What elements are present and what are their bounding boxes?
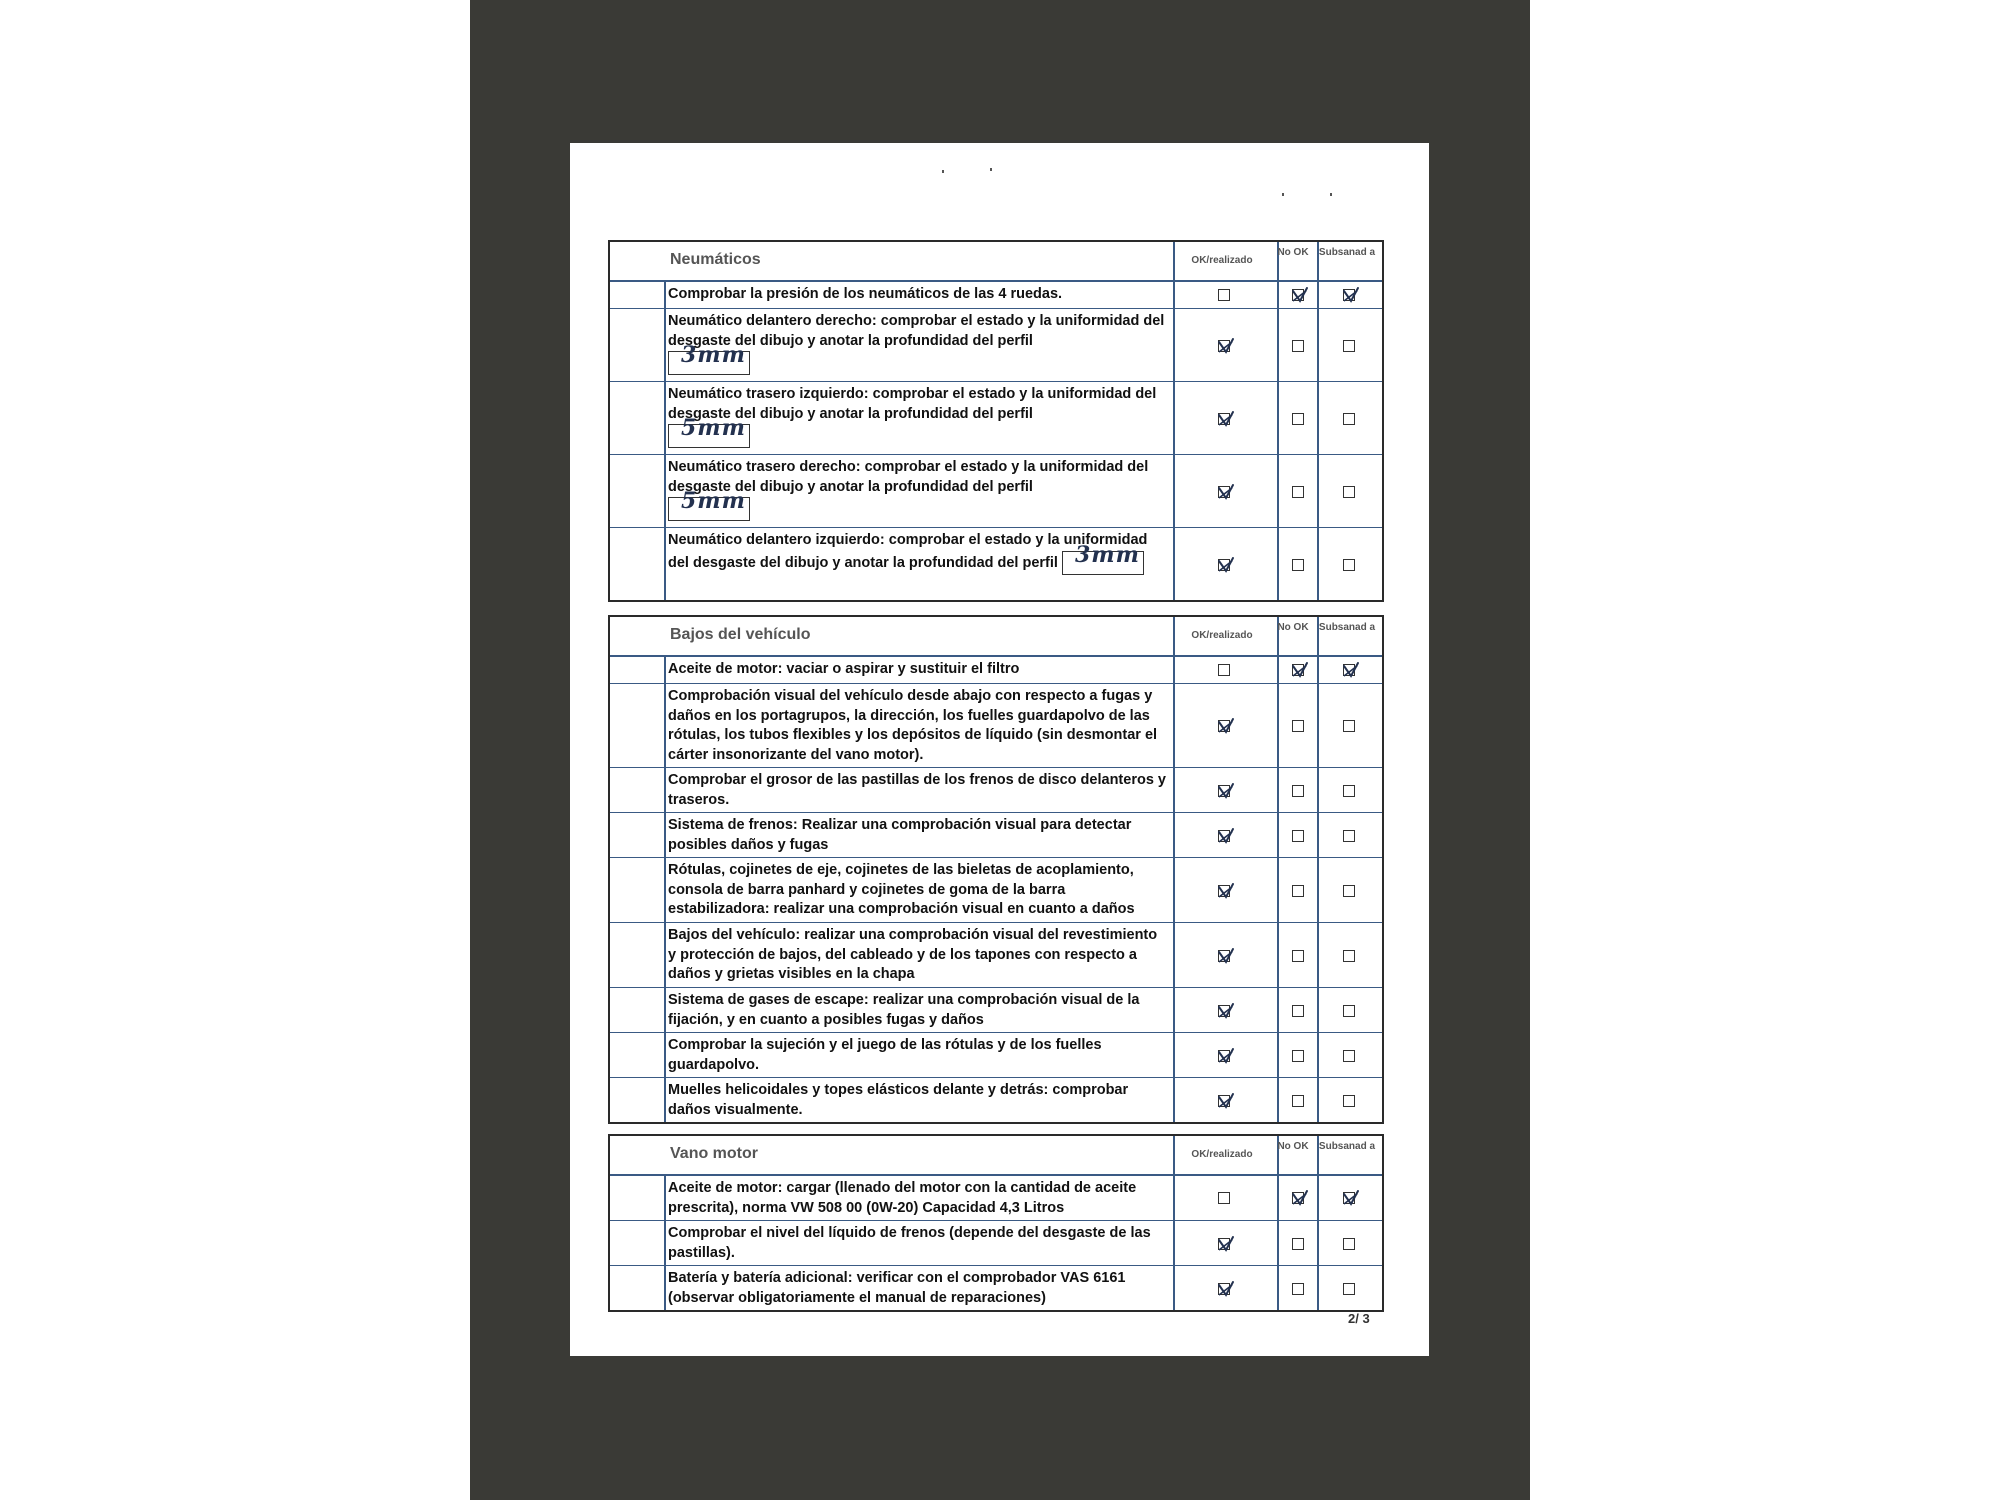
checkbox-subsanada[interactable]	[1343, 1238, 1355, 1250]
checkbox-no-ok[interactable]	[1292, 559, 1304, 571]
check-mark-icon	[1216, 781, 1236, 801]
check-mark-icon	[1216, 1046, 1236, 1066]
row-text: Comprobación visual del vehículo desde abajo con respecto a fugas y daños en los portagrupos, la dirección, los fuelles guardapolvo de las rótulas, los tubos flexibles y los depósitos de líquido (sin desmontar el cárter insonorizante del vano motor).	[668, 688, 1158, 763]
check-mark-icon	[1216, 946, 1236, 966]
check-mark-icon	[1216, 1001, 1236, 1021]
checkbox-ok[interactable]	[1218, 950, 1230, 962]
row-text: Neumático delantero derecho: comprobar el estado y la uniformidad del desgaste del dibujo y anotar la profundidad del perfil 3mm	[668, 312, 1168, 375]
checklist-row	[610, 282, 1382, 308]
checkbox-no-ok[interactable]	[1292, 664, 1304, 676]
checkbox-subsanada[interactable]	[1343, 785, 1355, 797]
check-mark-icon	[1216, 716, 1236, 736]
row-text: Muelles helicoidales y topes elásticos delante y detrás: comprobar daños visualmente.	[668, 1082, 1129, 1118]
section-header	[610, 1136, 1382, 1176]
checkbox-subsanada[interactable]	[1343, 1005, 1355, 1017]
section-title: Bajos del vehículo	[670, 626, 811, 643]
checkbox-ok[interactable]	[1218, 885, 1230, 897]
checkbox-subsanada[interactable]	[1343, 559, 1355, 571]
checkbox-no-ok[interactable]	[1292, 1005, 1304, 1017]
row-text: Bajos del vehículo: realizar una comprobación visual del revestimiento y protección de bajos, del cableado y de los tapones con respecto a daños y grietas visibles en la chapa	[668, 927, 1158, 982]
handwritten-value: 5mm	[681, 415, 746, 441]
section-bajos-vehiculo	[608, 615, 1384, 1124]
column-label-subsanada: Subsanad a	[1318, 247, 1376, 258]
checklist-row	[610, 1176, 1382, 1220]
checklist-row	[610, 767, 1382, 812]
check-mark-icon	[1290, 285, 1310, 305]
checklist-row	[610, 1265, 1382, 1310]
check-mark-icon	[1216, 826, 1236, 846]
row-text: Batería y batería adicional: verificar con el comprobador VAS 6161 (observar obligatoriamente el manual de reparaciones)	[668, 1270, 1126, 1306]
checkbox-no-ok[interactable]	[1292, 1238, 1304, 1250]
tread-depth-box	[668, 488, 750, 521]
checklist-row	[610, 987, 1382, 1032]
checklist-row	[610, 308, 1382, 381]
column-label-no-ok: No OK	[1277, 1141, 1309, 1152]
row-text: Comprobar el grosor de las pastillas de los frenos de disco delanteros y traseros.	[668, 772, 1166, 808]
checkbox-ok[interactable]	[1218, 785, 1230, 797]
checkbox-ok[interactable]	[1218, 1050, 1230, 1062]
section-header	[610, 617, 1382, 657]
check-mark-icon	[1290, 1188, 1310, 1208]
row-text: Comprobar la sujeción y el juego de las rótulas y de los fuelles guardapolvo.	[668, 1037, 1102, 1073]
checkbox-ok[interactable]	[1218, 1238, 1230, 1250]
checkbox-subsanada[interactable]	[1343, 1095, 1355, 1107]
row-text: Comprobar la presión de los neumáticos de las 4 ruedas.	[668, 286, 1063, 302]
checkbox-ok[interactable]	[1218, 1095, 1230, 1107]
checklist-row	[610, 1220, 1382, 1265]
check-mark-icon	[1216, 555, 1236, 575]
check-mark-icon	[1216, 409, 1236, 429]
handwritten-value: 5mm	[681, 488, 746, 514]
checkbox-ok[interactable]	[1218, 1283, 1230, 1295]
checkbox-subsanada[interactable]	[1343, 830, 1355, 842]
row-text: Comprobar el nivel del líquido de frenos (depende del desgaste de las pastillas).	[668, 1225, 1151, 1261]
checkbox-subsanada[interactable]	[1343, 289, 1355, 301]
checkbox-no-ok[interactable]	[1292, 486, 1304, 498]
checkbox-no-ok[interactable]	[1292, 1050, 1304, 1062]
handwritten-value: 3mm	[1074, 541, 1140, 568]
column-label-subsanada: Subsanad a	[1318, 622, 1376, 633]
checkbox-no-ok[interactable]	[1292, 1095, 1304, 1107]
column-label-subsanada: Subsanad a	[1318, 1141, 1376, 1152]
row-text: Neumático delantero izquierdo: comprobar el estado y la uniformidad del desgaste del dibujo y anotar la profundidad del perfil 3mm	[668, 531, 1168, 575]
check-mark-icon	[1216, 482, 1236, 502]
row-text: Aceite de motor: cargar (llenado del motor con la cantidad de aceite prescrita), norma VW 508 00 (0W-20) Capacidad 4,3 Litros	[668, 1180, 1137, 1216]
handwritten-value: 3mm	[681, 342, 746, 368]
scan-speck	[990, 168, 992, 171]
checkbox-no-ok[interactable]	[1292, 340, 1304, 352]
checkbox-subsanada[interactable]	[1343, 1192, 1355, 1204]
section-neumaticos	[608, 240, 1384, 602]
checklist-row	[610, 683, 1382, 767]
checkbox-no-ok[interactable]	[1292, 1192, 1304, 1204]
checklist-row	[610, 812, 1382, 857]
checklist-row	[610, 454, 1382, 527]
tread-depth-box	[668, 415, 750, 448]
row-text: Sistema de gases de escape: realizar una comprobación visual de la fijación, y en cuanto a posibles fugas y daños	[668, 992, 1140, 1028]
row-text: Aceite de motor: vaciar o aspirar y sustituir el filtro	[668, 661, 1020, 677]
checkbox-no-ok[interactable]	[1292, 785, 1304, 797]
check-mark-icon	[1290, 660, 1310, 680]
checkbox-ok[interactable]	[1218, 340, 1230, 352]
check-mark-icon	[1341, 660, 1361, 680]
column-label-ok: OK/realizado	[1191, 630, 1253, 641]
check-mark-icon	[1216, 336, 1236, 356]
checklist-row	[610, 1077, 1382, 1122]
section-header	[610, 242, 1382, 282]
column-label-no-ok: No OK	[1277, 247, 1309, 258]
checkbox-ok[interactable]	[1218, 720, 1230, 732]
checkbox-subsanada[interactable]	[1343, 486, 1355, 498]
checkbox-subsanada[interactable]	[1343, 950, 1355, 962]
checklist-row	[610, 657, 1382, 683]
check-mark-icon	[1216, 1234, 1236, 1254]
tread-depth-box	[1062, 541, 1144, 575]
check-mark-icon	[1216, 881, 1236, 901]
row-text: Neumático trasero izquierdo: comprobar el estado y la uniformidad del desgaste del dibujo y anotar la profundidad del perfil 5mm	[668, 385, 1168, 448]
checklist-row	[610, 1032, 1382, 1077]
checkbox-ok[interactable]	[1218, 413, 1230, 425]
check-mark-icon	[1216, 1091, 1236, 1111]
row-text: Neumático trasero derecho: comprobar el estado y la uniformidad del desgaste del dibujo y anotar la profundidad del perfil 5mm	[668, 458, 1168, 521]
checkbox-no-ok[interactable]	[1292, 950, 1304, 962]
check-mark-icon	[1341, 285, 1361, 305]
checkbox-subsanada[interactable]	[1343, 664, 1355, 676]
checkbox-subsanada[interactable]	[1343, 885, 1355, 897]
scan-speck	[942, 170, 944, 173]
row-text: Sistema de frenos: Realizar una comprobación visual para detectar posibles daños y fugas	[668, 817, 1132, 853]
checkbox-subsanada[interactable]	[1343, 1283, 1355, 1295]
checkbox-ok[interactable]	[1218, 664, 1230, 676]
checkbox-subsanada[interactable]	[1343, 413, 1355, 425]
checklist-row	[610, 527, 1382, 600]
row-text: Rótulas, cojinetes de eje, cojinetes de las bieletas de acoplamiento, consola de barra panhard y cojinetes de goma de la barra estabilizadora: realizar una comprobación visual en cuanto a daños	[668, 862, 1135, 917]
section-title: Neumáticos	[670, 251, 761, 268]
checkbox-no-ok[interactable]	[1292, 413, 1304, 425]
checkbox-ok[interactable]	[1218, 559, 1230, 571]
checkbox-subsanada[interactable]	[1343, 1050, 1355, 1062]
checklist-row	[610, 922, 1382, 987]
check-mark-icon	[1341, 1188, 1361, 1208]
checkbox-no-ok[interactable]	[1292, 885, 1304, 897]
checkbox-ok[interactable]	[1218, 289, 1230, 301]
checkbox-no-ok[interactable]	[1292, 720, 1304, 732]
checkbox-subsanada[interactable]	[1343, 720, 1355, 732]
scan-speck	[1282, 193, 1284, 196]
checkbox-no-ok[interactable]	[1292, 289, 1304, 301]
checkbox-no-ok[interactable]	[1292, 830, 1304, 842]
checklist-row	[610, 857, 1382, 922]
checkbox-ok[interactable]	[1218, 830, 1230, 842]
document-page	[570, 143, 1429, 1356]
checkbox-subsanada[interactable]	[1343, 340, 1355, 352]
checkbox-no-ok[interactable]	[1292, 1283, 1304, 1295]
checklist-row	[610, 381, 1382, 454]
column-label-ok: OK/realizado	[1191, 1149, 1253, 1160]
page-number: 2/ 3	[1348, 1311, 1370, 1326]
checkbox-ok[interactable]	[1218, 1005, 1230, 1017]
section-title: Vano motor	[670, 1145, 759, 1162]
column-label-ok: OK/realizado	[1191, 255, 1253, 266]
checkbox-ok[interactable]	[1218, 486, 1230, 498]
check-mark-icon	[1216, 1279, 1236, 1299]
section-vano-motor	[608, 1134, 1384, 1312]
column-label-no-ok: No OK	[1277, 622, 1309, 633]
checkbox-ok[interactable]	[1218, 1192, 1230, 1204]
tread-depth-box	[668, 342, 750, 375]
scan-speck	[1330, 193, 1332, 196]
